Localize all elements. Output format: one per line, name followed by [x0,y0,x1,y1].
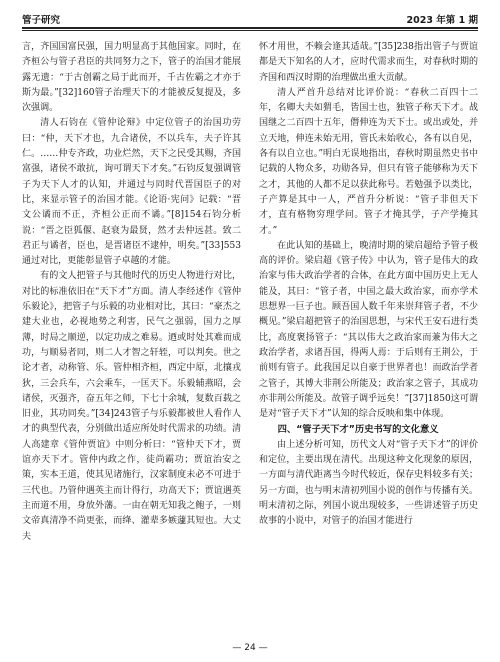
issue-label: 2023 年第 1 期 [406,15,478,26]
section-heading: 四、“管子天下才”历史书写的文化意义 [277,424,439,436]
left-column [22,40,241,630]
paragraph: 清人石钧在《管仲论辩》中定位管子的治国功劳曰：“仲，天下才也，九合诸侯，不以兵车，夫子许其仁。……仲专齐政，功业烂然，天下之民受其赐，齐国富强，诸侯不敢抗，询可谓天下才矣。”石钧反复强调管子为天下人才的认知，并通过与同时代晋国臣子的对比，来显示管子的治国才能。《论语·宪问》记载：“晋文公谲而不正，齐桓公正而不谲。”[8]154石钧分析说：“晋之臣狐偃、赵衰为最贤，然才去仲远甚。致二君正与谲者，臣也，是晋诸臣不逮仲，明矣。”[33]553通过对比，更能彰显管子卓越的才能。 [22,118,241,267]
paragraph: 由上述分析可知，历代文人对“管子天下才”的评价和定位，主要出现在清代。出现这种文化现象的原因，一方面与清代距离当今时代较近，保存史料较多有关；另一方面，也与明末清初列国小说的创作与传播有关。明末清初之际，列国小说出现较多，一些讲述管子历史故事的小说中，对管子的治国才能进行 [259,439,478,527]
paragraph: 言，齐国国富民强，国力明显高于其他国家。同时，在齐桓公与管子君臣的共同努力之下，管子的治国才能展露无遗：“于古创霸之局于此而开，千古佐霸之才亦于斯为最。”[32]160管子治理天下的才能被反复提及，多次强调。 [22,42,241,114]
running-header [22,8,478,26]
paragraph: 在此认知的基础上，晚清时期的梁启超给予管子极高的评价。梁启超《管子传》中认为，管子是伟大的政治家与伟大政治学者的合体，在此方面中国历史上无人能及，其曰：“管子者，中国之最大政治家，而亦学术思想界一巨子也。顾吾国人数千年来崇拜管子者，不少概见。”梁启超把管子的治国思想，与宋代王安石进行类比，高度褒扬管子：“其以伟大之政治家而兼为伟大之政治学者，求诸吾国，得两人焉：于后则有王荆公，于前则有管子。此我国足以自豪于世界者也！而政治学者之管子，其博大非荆公所能及；政治家之管子，其成功亦非荆公所能及。故管子调乎远矣！”[37]1850这可谓是对“管子天下才”认知的综合反映和集中体现。 [259,240,478,420]
paragraph: 有的文人把管子与其他时代的历史人物进行对比，对比的标准依旧在“天下才”方面。清人李经述作《管仲乐毅论》，把管子与乐毅的功业相对比，其曰：“豪杰之建大业也，必视地势之利害，民气之强弱，国力之厚薄，时局之顺逆，以定功成之难易。迺或时处其难而成功，与顺易者同，则二人才智之轩轾，可以判矣。世之论才者，动称管、乐。管仲相齐桓，西定中原，北攘戎狄，三会兵车，六会乘车，一匡天下。乐毅辅燕昭，会诸侯，灭强齐，奋五年之师，下七十余城，复数百载之旧业，其功同矣。”[34]243管子与乐毅都被世人看作人才的典型代表，分别做出适应所处时代需求的功绩。清人高建章《管仲贾谊》中则分析曰：“管仲天下才，贾谊亦天下才。管仲内政之作，徒尚霸功；贾谊治安之策，实本王道，使其见诸施行，汉家制度未必不可进于三代也。乃管仲遇英主而计得行，功高天下；贾谊遇英主而道不用，身放外藩。一由在朝无知我之鲍子，一则文帝真清净不尚更张，而绛、灌辈多嫉蘧其短也。大丈夫 [22,271,241,542]
header-rule-thick [22,27,478,29]
header-rule-thin [22,30,478,31]
right-column [259,40,478,630]
paragraph: 怀才用世，不赖会逢其适哉。”[35]238指出管子与贾谊都是天下知名的人才，应时代需求而生，对春秋时期的齐国和西汉时期的治理做出重大贡献。 [259,42,478,83]
journal-name: 管子研究 [22,15,61,26]
paragraph: 清人严首升总结对比评价说：“春秋二百四十二年，名卿大夫如猬毛，皆国士也，独管子称天下才。战国继之二百四十五年，僭伸连为天下士。或出或处，并立天地，伸连未始无用，管氏未始收心，各有以自见，各有以自立也。”明白无误地指出，春秋时期虽然史书中记载的人物众多，功勋各异，但只有管子能够称为天下之才，其他的人都不足以获此称号。若勉强予以类比，子产算是其中一人，严首升分析说：“管子非但天下才，直有格物穷理学问。管子才掩其学，子产学掩其才。” [259,87,478,236]
page-number: — 24 — [232,643,268,653]
